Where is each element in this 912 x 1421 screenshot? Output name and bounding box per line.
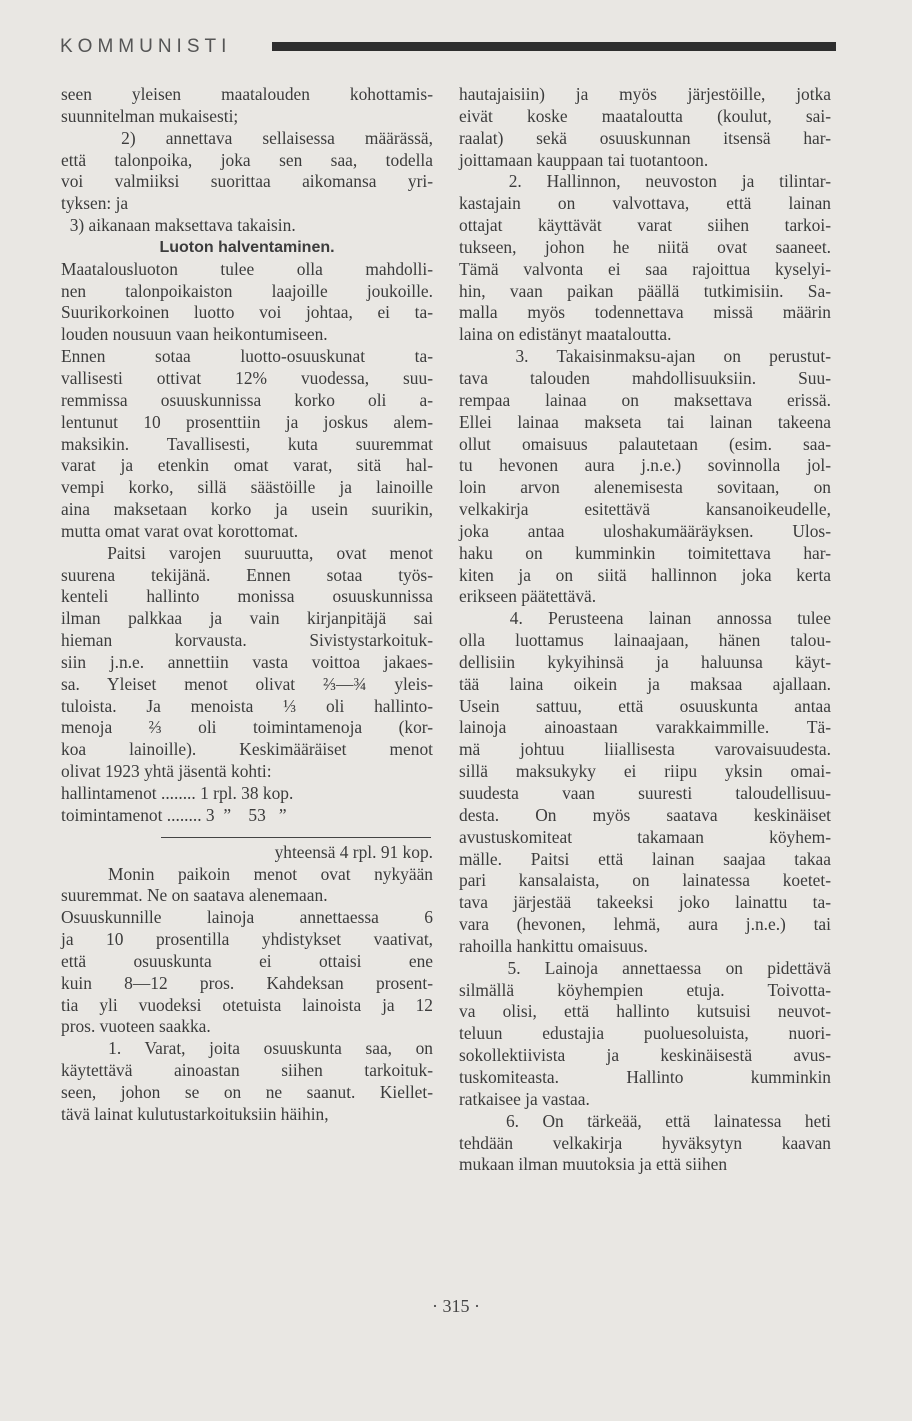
sum-rule: [161, 837, 431, 838]
text-line: sokollektiivista ja keskinäisestä avus-: [459, 1045, 831, 1066]
text-line: Maatalousluoton tulee olla mahdolli-: [61, 258, 433, 279]
text-line: kuin 8—12 pros. Kahdeksan prosent-: [61, 972, 433, 993]
left-paragraphs-intro: [61, 84, 433, 237]
left-paragraphs-end: [61, 864, 433, 1126]
text-line: aina maksetaan korko ja usein suurikin,: [61, 499, 433, 520]
text-line: menoja ⅔ oli toimintamenoja (kor-: [61, 717, 433, 738]
leader-dots: ........: [156, 783, 196, 803]
left-column: [61, 84, 433, 1126]
text-line: tava talouden mahdollisuuksiin. Suu-: [459, 367, 831, 388]
text-line: loin arvon alenemisesta sovitaan, on: [459, 477, 831, 498]
text-line: voi valmiiksi suorittaa aikomansa yri-: [61, 171, 433, 192]
text-line: pros. vuoteen saakka.: [61, 1016, 211, 1037]
text-line: tävä lainat kulutustarkoituksiin häihin,: [61, 1103, 329, 1124]
text-line: mukaan ilman muutoksia ja että siihen: [459, 1154, 728, 1175]
text-line: pari kansalaista, on lainatessa koetet-: [459, 870, 831, 891]
text-line: raalat) sekä osuuskunnan itsensä har-: [459, 127, 831, 148]
text-line: Usein sattuu, että osuuskunta antaa: [459, 695, 831, 716]
text-line: vara (hevonen, lehmä, aura j.n.e.) tai: [459, 914, 831, 935]
text-line: varat ja etenkin omat varat, sitä hal-: [61, 455, 433, 476]
text-line: mä johtuu liiallisesta varovaisuudesta.: [459, 739, 831, 760]
text-line: tuloista. Ja menoista ⅓ oli hallinto-: [61, 695, 433, 716]
text-line: hieman korvausta. Sivistystarkoituk-: [61, 630, 433, 651]
text-line: velkakirja esitettävä kansanoikeudelle,: [459, 499, 831, 520]
text-line: että talonpoika, joka sen saa, todella: [61, 149, 433, 170]
text-line: tu hevonen aura j.n.e.) sovinnolla jol-: [459, 455, 831, 476]
text-line: silmällä köyhempien etuja. Toivotta-: [459, 979, 831, 1000]
text-line: 1. Varat, joita osuuskunta saa, on: [61, 1038, 433, 1059]
cost-value: 3 ” 53 ”: [201, 804, 287, 825]
text-line: suunnitelman mukaisesti;: [61, 105, 239, 126]
text-line: tuskomiteasta. Hallinto kumminkin: [459, 1066, 831, 1087]
text-line: 3. Takaisinmaksu-ajan on perustut-: [459, 346, 831, 367]
text-line: laina on edistänyt maataloutta.: [459, 324, 672, 345]
cost-row: [61, 805, 433, 827]
text-line: mutta omat varat ovat korottomat.: [61, 520, 299, 541]
cost-row: [61, 783, 433, 805]
page-header: [60, 34, 836, 64]
text-line: maksikin. Tavallisesti, kuta suuremmat: [61, 433, 433, 454]
text-line: käytettävä ainoastan siihen tarkoituk-: [61, 1060, 433, 1081]
text-line: 5. Lainoja annettaessa on pidettävä: [459, 957, 831, 978]
text-line: Osuuskunnille lainoja annettaessa 6: [61, 907, 433, 928]
text-line: hin, vaan paikan päällä tutkimisiin. Sa-: [459, 280, 831, 301]
text-line: tehdään velkakirja hyväksytyn kaavan: [459, 1132, 831, 1153]
text-line: dellisiin kykyihinsä ja haluunsa käyt-: [459, 651, 831, 672]
text-line: ilman palkkaa ja vain kirjanpitäjä sai: [61, 608, 433, 629]
leader-dots: ........: [162, 804, 202, 825]
text-line: avustuskomiteat takamaan köyhem-: [459, 826, 831, 847]
text-line: rahoilla hankittu omaisuus.: [459, 935, 648, 956]
cost-label: hallintamenot: [61, 783, 157, 803]
text-line: suudesta vaan suuresti taloudellisuu-: [459, 783, 831, 803]
text-line: joka antaa uloshakumääräyksen. Ulos-: [459, 520, 831, 541]
text-line: vempi korko, sillä säästöille ja lainoille: [61, 477, 433, 498]
text-line: malla myös todennettava missä määrin: [459, 302, 831, 323]
text-line: Suurikorkoinen luotto voi johtaa, ei ta-: [61, 302, 433, 323]
text-line: Ellei lainaa makseta tai lainan takeena: [459, 411, 831, 432]
text-line: Tämä valvonta ei saa rajoittua kyselyi-: [459, 258, 831, 279]
text-line: kiten ja on siitä hallinnon joka kerta: [459, 564, 831, 585]
text-line: suurena tekijänä. Ennen sotaa työs-: [61, 564, 433, 585]
text-line: remmissa osuuskunnissa korko oli a-: [61, 389, 433, 410]
journal-title: KOMMUNISTI: [60, 36, 232, 57]
text-line: lentunut 10 prosenttiin ja joskus alem-: [61, 411, 433, 432]
text-line: erikseen päätettävä.: [459, 586, 597, 607]
text-line: kenteli hallinto monissa osuuskunnissa: [61, 586, 433, 607]
text-line: ratkaisee ja vastaa.: [459, 1088, 590, 1109]
text-line: kastajain on valvottava, että lainan: [459, 193, 831, 214]
text-line: teluun edustajia puoluesoluista, nuori-: [459, 1023, 831, 1044]
text-line: että osuuskunta ei ottaisi ene: [61, 950, 433, 971]
text-line: 2. Hallinnon, neuvoston ja tilintar-: [459, 171, 831, 192]
text-line: eivät koske maataloutta (koulut, sai-: [459, 105, 831, 126]
text-line: 6. On tärkeää, että lainatessa heti: [459, 1110, 831, 1131]
header-rule: [272, 42, 836, 51]
text-line: desta. On myös saatava keskinäiset: [459, 804, 831, 825]
text-line: rempaa lainaa on maksettava erissä.: [459, 389, 831, 410]
text-line: vallisesti ottivat 12% vuodessa, suu-: [61, 367, 433, 388]
text-line: va olisi, että hallinto kutsuisi neuvot-: [459, 1001, 831, 1022]
text-line: nen talonpoikaiston laajoille joukoille.: [61, 280, 433, 301]
cost-label: toimintamenot: [61, 804, 163, 825]
left-paragraphs-main: [61, 259, 433, 783]
text-line: tää laina oikein ja maksaa ajallaan.: [459, 673, 831, 694]
text-line: siin j.n.e. annettiin vasta voittoa jakaes-: [61, 651, 433, 672]
text-line: seen, johon se on ne saanut. Kiellet-: [61, 1081, 433, 1102]
text-line: tukseen, johon he niitä ovat saaneet.: [459, 236, 831, 257]
text-line: sillä maksukyky ei riipu yksin omai-: [459, 761, 831, 782]
cost-total: yhteensä 4 rpl. 91 kop.: [274, 841, 433, 862]
text-line: olivat 1923 yhtä jäsentä kohti:: [61, 761, 272, 782]
text-line: olla luottamus lainaajaan, hänen talou-: [459, 630, 831, 651]
text-line: ja 10 prosentilla yhdistykset vaativat,: [61, 929, 433, 950]
text-line: mälle. Paitsi että lainan saajaa takaa: [459, 848, 831, 869]
right-column: [459, 84, 831, 1176]
text-line: ottajat käyttävät varat siihen tarkoi-: [459, 215, 831, 236]
text-line: Ennen sotaa luotto-osuuskunat ta-: [61, 346, 433, 367]
text-line: louden nousuun vaan heikontumiseen.: [61, 324, 328, 345]
text-line: suuremmat. Ne on saatava alenemaan.: [61, 885, 328, 906]
text-line: joittamaan kauppaan tai tuotantoon.: [459, 149, 709, 170]
cost-value: 1 rpl. 38 kop.: [195, 783, 294, 803]
text-line: 3) aikanaan maksettava takaisin.: [61, 215, 296, 236]
text-line: tia yli vuodeksi otetuista lainoista ja 12: [61, 994, 433, 1015]
cost-table: [61, 783, 433, 827]
text-line: Monin paikoin menot ovat nykyään: [61, 863, 433, 884]
text-line: Paitsi varojen suuruutta, ovat menot: [61, 542, 433, 563]
text-line: seen yleisen maatalouden kohottamis-: [61, 84, 433, 104]
text-line: 4. Perusteena lainan annossa tulee: [459, 608, 831, 629]
text-line: tava järjestää takeeksi joko lainattu ta-: [459, 892, 831, 913]
text-line: ollut omaisuus palautetaan (esim. saa-: [459, 433, 831, 454]
text-line: koa lainoille). Keskimääräiset menot: [61, 739, 433, 760]
text-line: lainoja ainoastaan varakkaimmille. Tä-: [459, 717, 831, 738]
right-paragraphs: [459, 84, 831, 1176]
text-line: hautajaisiin) ja myös järjestöille, jotka: [459, 84, 831, 104]
section-heading: Luoton halventaminen.: [159, 238, 335, 256]
text-line: haku on kumminkin toimitettava har-: [459, 542, 831, 563]
text-line: sa. Yleiset menot olivat ⅔—¾ yleis-: [61, 673, 433, 694]
text-line: tyksen: ja: [61, 193, 129, 214]
page-number: · 315 ·: [432, 1296, 480, 1316]
text-line: 2) annettava sellaisessa määrässä,: [61, 127, 433, 148]
